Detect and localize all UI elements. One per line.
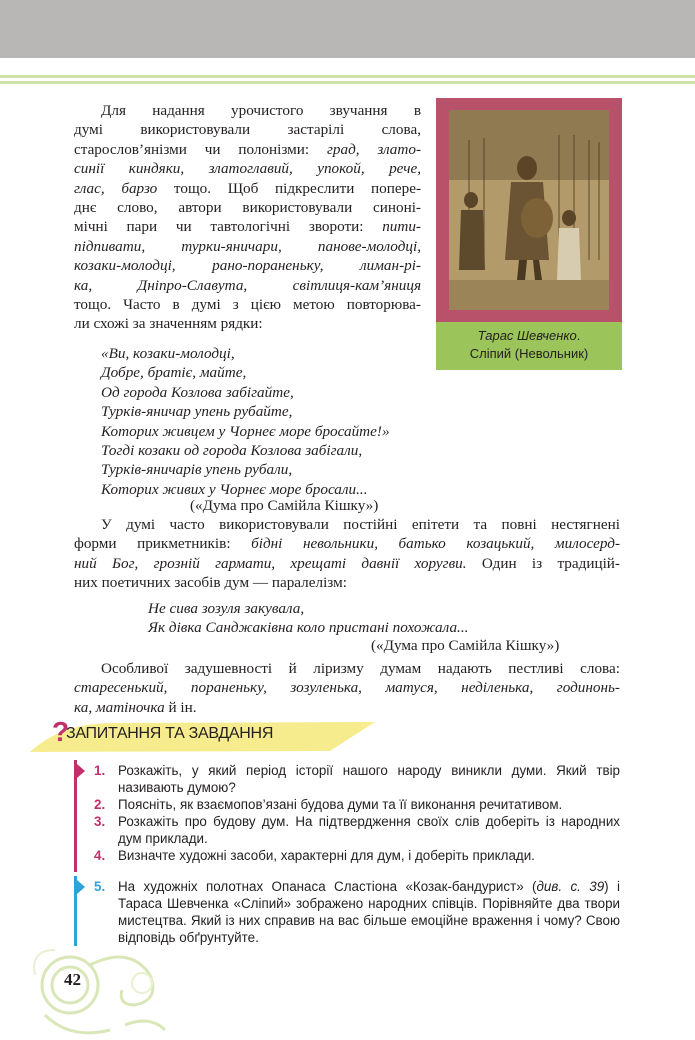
poem-citation: («Дума про Самійла Кішку») — [371, 637, 560, 654]
painting-image — [449, 110, 609, 310]
page-header-bar — [0, 0, 695, 58]
question-item — [94, 878, 620, 946]
question-number: 1. — [94, 763, 106, 778]
question-text: Розкажіть про будову дум. На підтвердження своїх слів доберіть із народних дум приклади. — [118, 814, 620, 846]
paragraph-diminutives — [74, 659, 620, 717]
text-line: думі використовували застарілі слова, — [74, 121, 421, 139]
text-line: Особливої задушевності й ліризму думам надають пестливі слова: — [101, 660, 620, 677]
question-number: 2. — [94, 797, 106, 812]
text-line: підпивати, турки-яничари, панове-молодці, — [74, 237, 421, 255]
page-number: 42 — [64, 970, 81, 989]
question-number: 4. — [94, 848, 106, 863]
text-line: Для надання урочистого звучання в — [101, 102, 421, 119]
text-line: форми прикметників: бідні невольники, батько козацький, милосерд- — [74, 535, 621, 553]
poem-line: Од города Козлова забігайте, — [101, 383, 294, 401]
section-title: ЗАПИТАННЯ ТА ЗАВДАННЯ — [66, 725, 274, 742]
poem-line: «Ви, козаки-молодці, — [101, 345, 235, 362]
poem-line: Не сива зозуля закувала, — [148, 600, 305, 617]
caption-author: Тарас Шевченко — [477, 328, 577, 343]
question-item — [94, 847, 620, 864]
question-item — [94, 796, 620, 813]
poem-line: Турків-яничарів упень рубали, — [101, 461, 293, 479]
swirl-ornament-icon — [30, 945, 170, 1040]
text-line: У думі часто використовували постійні епітети та повні нестягнені — [101, 516, 620, 533]
arrow-icon — [77, 880, 85, 894]
paragraph-epithets — [74, 515, 620, 593]
question-mark-icon: ? — [52, 716, 70, 747]
text-line: тощо. Часто в думі з цією метою повторюва- — [74, 296, 421, 314]
poem-quote-parallelism — [148, 599, 468, 638]
poem-line: Которих живих у Чорнеє море бросали... — [101, 480, 368, 498]
poem-line: Добре, братіє, майте, — [101, 364, 247, 382]
paragraph-intro — [74, 101, 421, 334]
text-line: козаки-молодці, рано-пораненьку, лиман-рі- — [74, 257, 421, 275]
caption-title: Сліпий (Невольник) — [469, 346, 589, 361]
poem-line: Турків-яничар упень рубайте, — [101, 403, 293, 421]
header-divider — [0, 75, 695, 78]
painting-sketch — [449, 110, 609, 310]
text-line: глас, барзо тощо. Щоб підкреслити попере- — [74, 179, 421, 197]
poem-quote — [101, 344, 390, 499]
question-item — [94, 813, 620, 847]
text-line: ка, матіночка й ін. — [74, 698, 197, 716]
poem-line: Як дівка Санджаківна коло пристані похожала... — [148, 619, 469, 637]
question-text: На художніх полотнах Опанаса Сластіона «Козак-бандурист» (див. с. 39) і Тараса Шевченка «Сліпий» зображено народних співців. Порівняйте два твори мистецтва. Який із них справив на вас більше емоційне враження і чому? Свою відповідь обґрунтуйте. — [118, 879, 620, 945]
question-number: 5. — [94, 879, 106, 894]
question-text: Розкажіть, у який період історії нашого народу виникли думи. Який твір називають думою? — [118, 763, 620, 795]
question-text: Поясніть, як взаємопов’язані будова думи та її виконання речитативом. — [118, 797, 563, 812]
text-line: старослов’янізми чи полонізми: град, злато- — [74, 140, 421, 158]
text-line: синії киндяки, златоглавий, упокой, рече, — [74, 160, 421, 178]
illustration-caption: Тарас Шевченко. Сліпий (Невольник) — [436, 322, 622, 370]
text-line: старесенький, пораненьку, зозуленька, матуся, неділенька, годинонь- — [74, 679, 620, 697]
poem-line: Которих живцем у Чорнеє море бросайте!» — [101, 422, 390, 440]
text-line: ний Бог, грозній гармати, хрещаті давнії хоругви. Один із традицій- — [74, 554, 620, 572]
text-line: мічні пари чи тавтологічні звороти: пити- — [74, 218, 421, 236]
text-line: ли схожі за значенням рядки: — [74, 315, 263, 333]
header-divider — [0, 81, 695, 84]
poem-citation: («Дума про Самійла Кішку») — [190, 497, 379, 514]
question-item — [94, 762, 620, 796]
text-line: ка, Дніпро-Славута, світлиця-кам’яниця — [74, 276, 421, 294]
question-number: 3. — [94, 814, 106, 829]
text-line: днє слово, автори використовували синоні- — [74, 199, 421, 217]
question-text: Визначте художні засоби, характерні для дум, і доберіть приклади. — [118, 848, 535, 863]
poem-line: Тогді козаки од города Козлова забігали, — [101, 442, 363, 460]
text-line: них поетичних засобів дум — паралелізм: — [74, 574, 347, 592]
arrow-icon — [77, 764, 85, 778]
